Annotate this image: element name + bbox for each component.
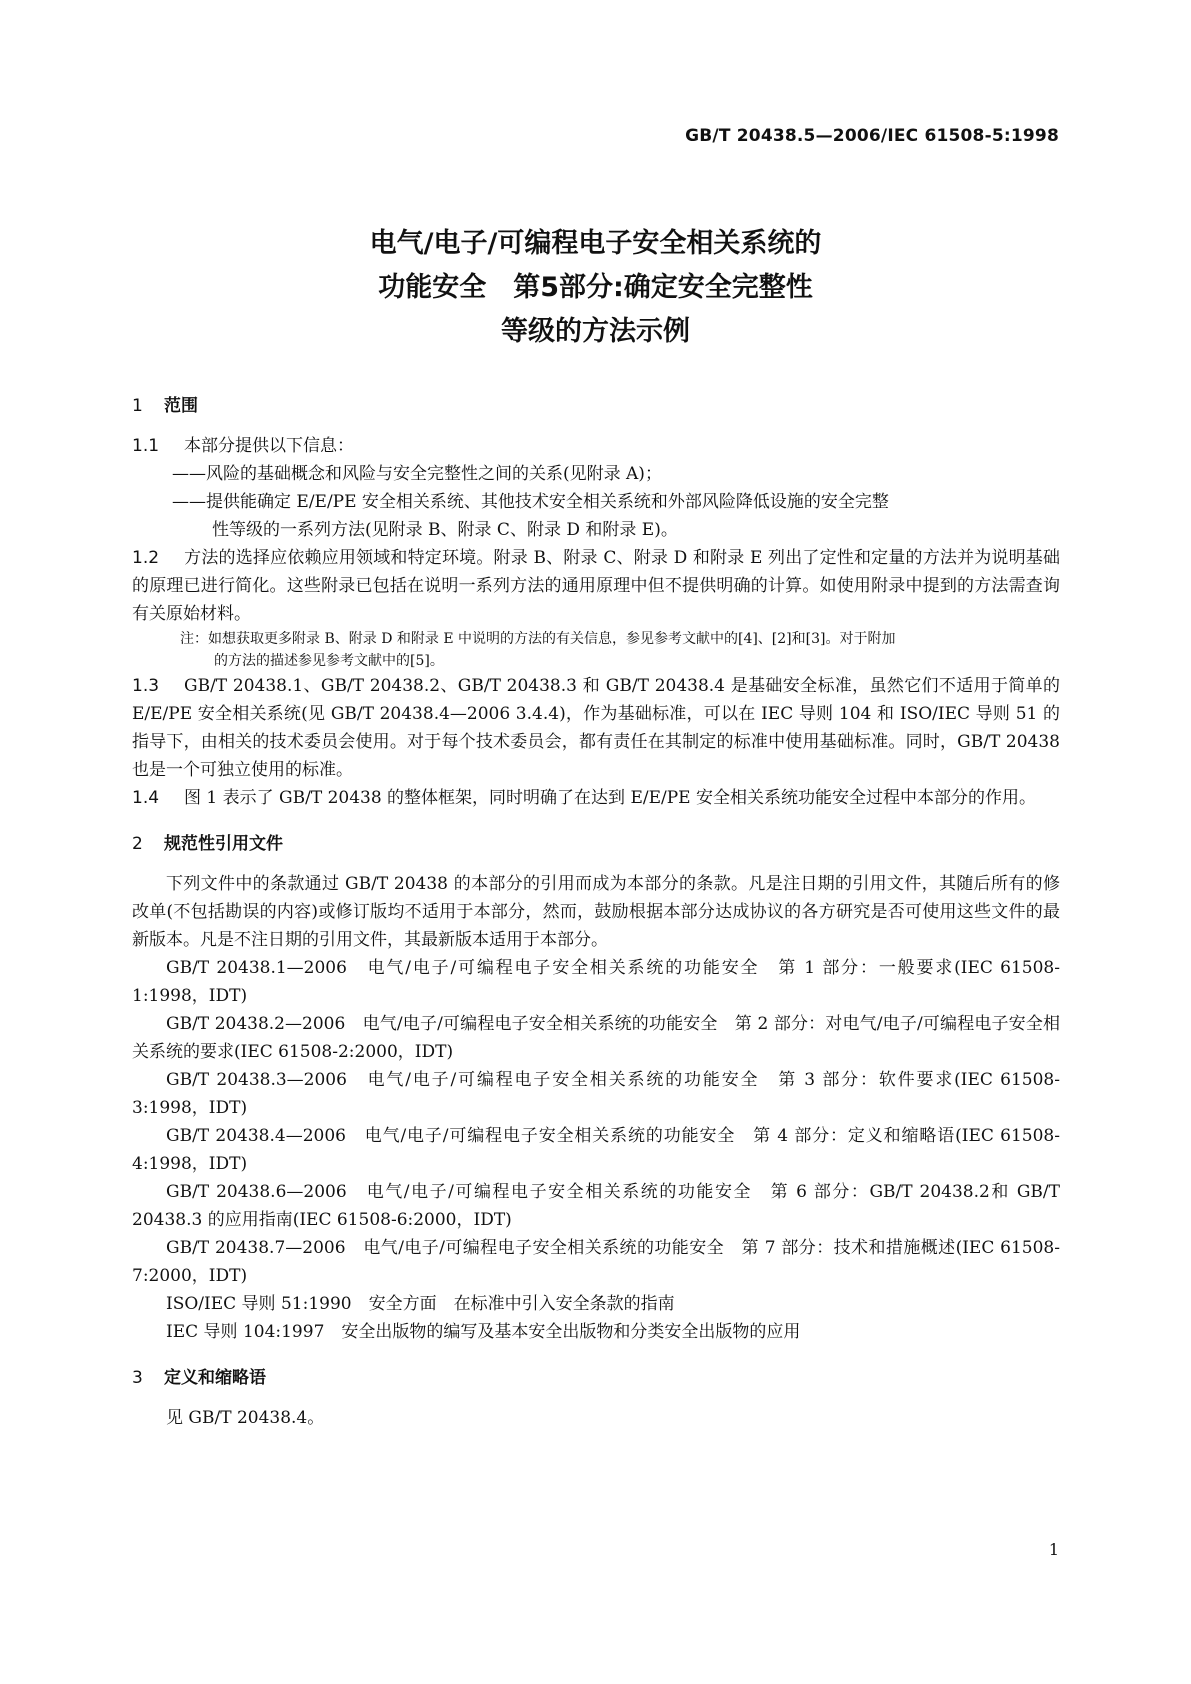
reference-item: IEC 导则 104:1997 安全出版物的编写及基本安全出版物和分类安全出版物的应用 — [166, 1322, 801, 1342]
list-item-text: ——风险的基础概念和风险与安全完整性之间的关系(见附录 A)； — [172, 464, 662, 484]
list-item — [132, 488, 1060, 544]
clause-text: 本部分提供以下信息： — [184, 436, 354, 456]
clause-1-2 — [132, 544, 1060, 628]
clause-number: 1.3 — [132, 676, 160, 696]
title-line-2: 功能安全 第5部分:确定安全完整性 — [378, 272, 813, 303]
section-number: 3 — [132, 1368, 143, 1388]
clause-text: GB/T 20438.1、GB/T 20438.2、GB/T 20438.3 和 GB/T 20438.4 是基础安全标准，虽然它们不适用于简单的 E/E/PE 安全相关系统(见 GB/T 20438.4—2006 3.4.4)，作为基础标准，可以在 IEC 导则 104 和 ISO/IEC 导则 51 的指导下，由相关的技术委员会使用。对于每个技术委员会，都有责任在其制定的标准中使用基础标准。同时，GB/T 20438 也是一个可独立使用的标准。 — [132, 676, 1060, 780]
note-continuation: 的方法的描述参见参考文献中的[5]。 — [214, 653, 444, 669]
note-text: 注：如想获取更多附录 B、附录 D 和附录 E 中说明的方法的有关信息，参见参考文献中的[4]、[2]和[3]。对于附加 — [180, 631, 896, 647]
section-title: 范围 — [164, 396, 198, 416]
reference-item: GB/T 20438.4—2006 电气/电子/可编程电子安全相关系统的功能安全 第 4 部分：定义和缩略语(IEC 61508-4:1998，IDT) — [132, 1126, 1060, 1174]
spacer — [132, 812, 1060, 830]
reference-item: GB/T 20438.1—2006 电气/电子/可编程电子安全相关系统的功能安全 第 1 部分：一般要求(IEC 61508-1:1998，IDT) — [132, 958, 1060, 1006]
clause-1-1 — [132, 432, 1060, 460]
title-line-3: 等级的方法示例 — [501, 316, 690, 347]
reference-item: GB/T 20438.3—2006 电气/电子/可编程电子安全相关系统的功能安全 第 3 部分：软件要求(IEC 61508-3:1998，IDT) — [132, 1070, 1060, 1118]
clause-1-3 — [132, 672, 1060, 784]
clause-text: 图 1 表示了 GB/T 20438 的整体框架，同时明确了在达到 E/E/PE 安全相关系统功能安全过程中本部分的作用。 — [184, 788, 1036, 808]
document-body — [132, 392, 1060, 1432]
page-number: 1 — [1048, 1540, 1059, 1559]
section-number: 2 — [132, 834, 143, 854]
note — [132, 628, 1060, 672]
reference-item: GB/T 20438.2—2006 电气/电子/可编程电子安全相关系统的功能安全 第 2 部分：对电气/电子/可编程电子安全相关系统的要求(IEC 61508-2:2000，IDT) — [132, 1014, 1060, 1062]
clause-text: 方法的选择应依赖应用领域和特定环境。附录 B、附录 C、附录 D 和附录 E 列出了定性和定量的方法并为说明基础的原理已进行简化。这些附录已包括在说明一系列方法的通用原理中但不提供明确的计算。如使用附录中提到的方法需查询有关原始材料。 — [132, 548, 1060, 624]
spacer — [132, 1346, 1060, 1364]
list-item-text: ——提供能确定 E/E/PE 安全相关系统、其他技术安全相关系统和外部风险降低设施的安全完整 — [172, 492, 889, 512]
title-line-1: 电气/电子/可编程电子安全相关系统的 — [369, 228, 822, 259]
section-heading-scope — [132, 392, 1060, 420]
reference-item: GB/T 20438.7—2006 电气/电子/可编程电子安全相关系统的功能安全 第 7 部分：技术和措施概述(IEC 61508-7:2000，IDT) — [132, 1238, 1060, 1286]
section-title: 定义和缩略语 — [164, 1368, 266, 1388]
section-number: 1 — [132, 396, 143, 416]
clause-number: 1.1 — [132, 436, 160, 456]
reference-item: ISO/IEC 导则 51:1990 安全方面 在标准中引入安全条款的指南 — [166, 1294, 675, 1314]
references-intro: 下列文件中的条款通过 GB/T 20438 的本部分的引用而成为本部分的条款。凡是注日期的引用文件，其随后所有的修改单(不包括勘误的内容)或修订版均不适用于本部分，然而，鼓励根据本部分达成协议的各方研究是否可使用这些文件的最新版本。凡是不注日期的引用文件，其最新版本适用于本部分。 — [132, 874, 1060, 950]
section-title: 规范性引用文件 — [164, 834, 283, 854]
list-item-continuation: 性等级的一系列方法(见附录 B、附录 C、附录 D 和附录 E)。 — [212, 520, 678, 540]
clause-number: 1.4 — [132, 788, 160, 808]
list-item — [132, 460, 1060, 488]
document-title — [0, 222, 1191, 354]
section-heading-definitions — [132, 1364, 1060, 1392]
section-heading-normative-references — [132, 830, 1060, 858]
clause-1-4 — [132, 784, 1060, 812]
reference-item: GB/T 20438.6—2006 电气/电子/可编程电子安全相关系统的功能安全 第 6 部分：GB/T 20438.2和 GB/T 20438.3 的应用指南(IEC 61508-6:2000，IDT) — [132, 1182, 1060, 1230]
clause-number: 1.2 — [132, 548, 160, 568]
standard-number: GB/T 20438.5—2006/IEC 61508-5:1998 — [685, 126, 1059, 146]
definitions-text: 见 GB/T 20438.4。 — [166, 1408, 325, 1428]
